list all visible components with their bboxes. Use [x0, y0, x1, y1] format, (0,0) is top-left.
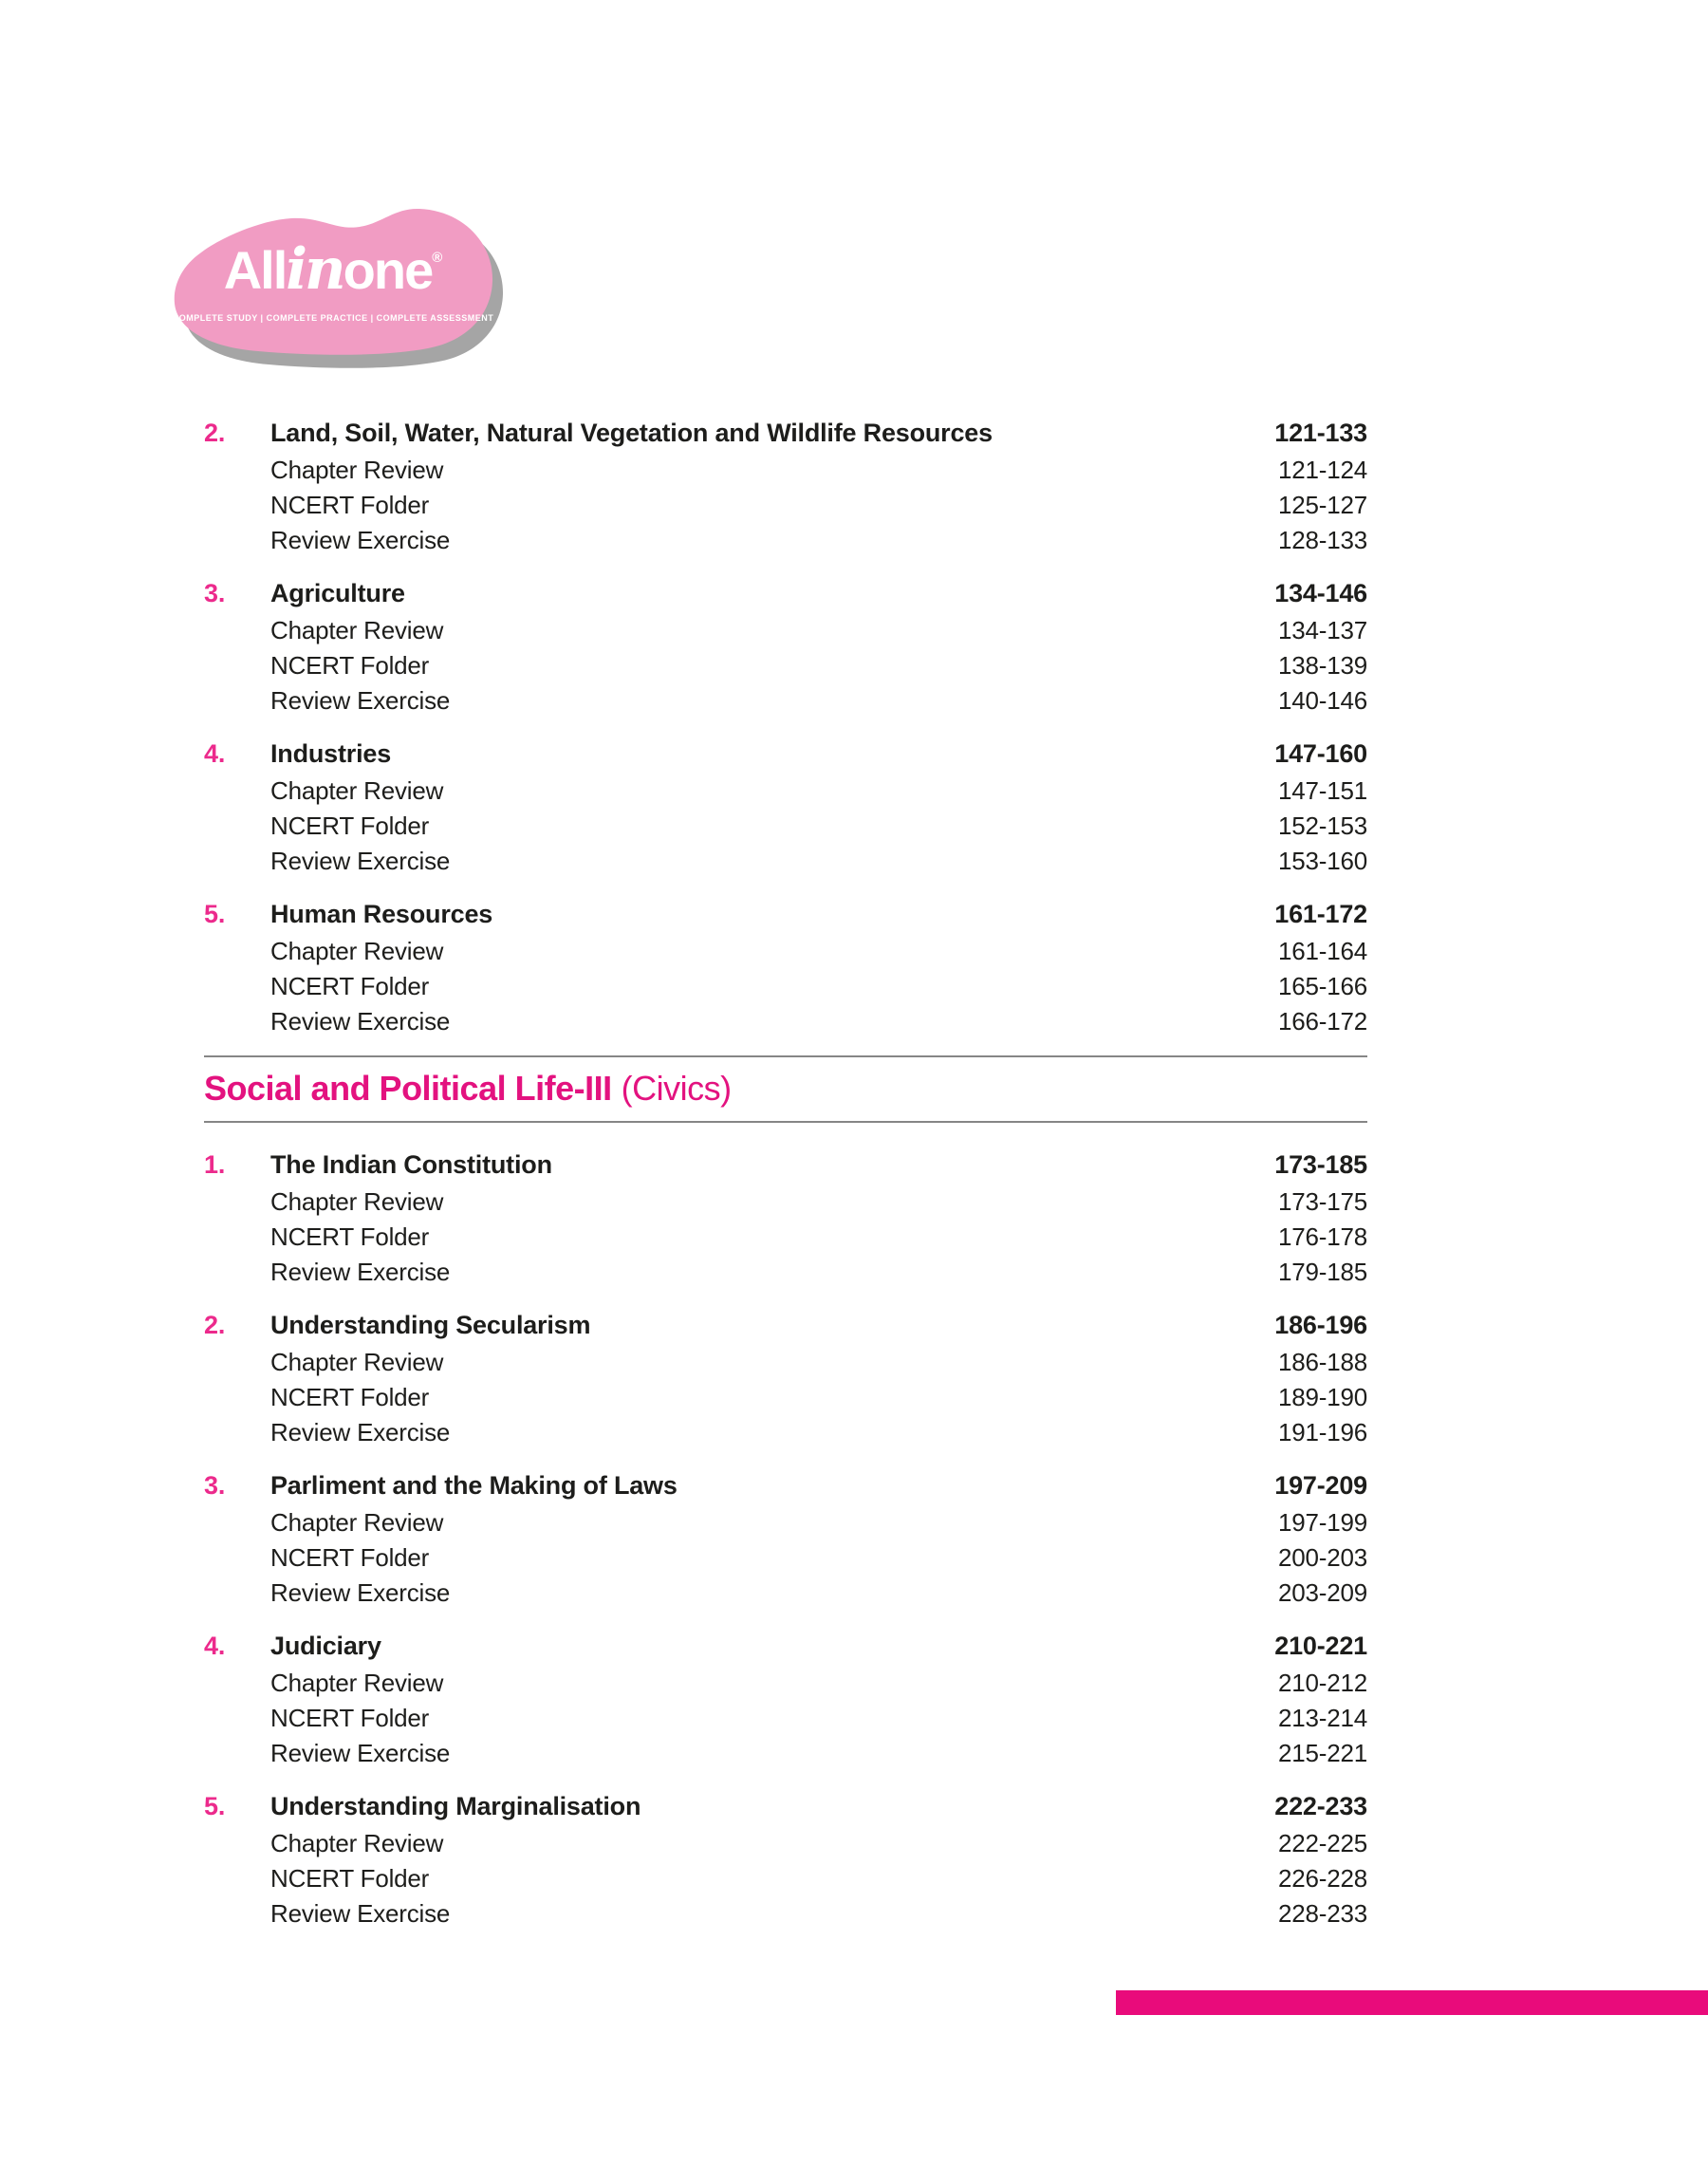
- chapter-number: 2.: [204, 1311, 226, 1340]
- toc-chapter: [204, 895, 1367, 1039]
- toc-item-row: [204, 1415, 1367, 1450]
- toc-chapter: [204, 414, 1367, 558]
- section-header: [204, 1055, 1367, 1123]
- toc-item-row: [204, 1736, 1367, 1771]
- chapter-page-range: 134-146: [1274, 579, 1367, 607]
- toc-item-label: Review Exercise: [270, 1578, 451, 1608]
- chapter-page-range: 121-133: [1274, 419, 1367, 447]
- toc-item-row: [204, 488, 1367, 523]
- logo-word-all: All: [223, 240, 287, 300]
- chapter-title: Understanding Secularism: [270, 1311, 591, 1340]
- toc-item-label: Chapter Review: [270, 456, 444, 484]
- toc-item-label: NCERT Folder: [270, 972, 430, 1000]
- toc-item-page-range: 197-199: [1277, 1508, 1367, 1538]
- chapter-title: The Indian Constitution: [270, 1150, 552, 1180]
- toc-item-row: [204, 1666, 1367, 1701]
- toc-item-label: NCERT Folder: [270, 812, 430, 840]
- toc-item-row: [204, 453, 1367, 488]
- toc-item-label: Review Exercise: [270, 1007, 451, 1036]
- toc-item-page-range: 165-166: [1277, 972, 1367, 1000]
- toc-item-label: NCERT Folder: [270, 651, 430, 680]
- toc-item-row: [204, 1701, 1367, 1736]
- toc-item-label: NCERT Folder: [270, 1383, 430, 1412]
- toc-item-label: Chapter Review: [270, 616, 444, 644]
- toc-item-label: Review Exercise: [270, 847, 451, 875]
- logo-tagline: COMPLETE STUDY | COMPLETE PRACTICE | COMPLETE ASSESSMENT: [172, 313, 494, 323]
- chapter-row: [204, 895, 1367, 934]
- toc-chapter: [204, 1787, 1367, 1931]
- toc-item-row: [204, 648, 1367, 683]
- chapter-number: 1.: [204, 1150, 226, 1180]
- toc-item-row: [204, 934, 1367, 969]
- toc-item-label: NCERT Folder: [270, 1704, 430, 1733]
- toc-item-page-range: 138-139: [1277, 651, 1367, 680]
- chapter-title: Industries: [270, 739, 392, 768]
- toc-item-row: [204, 774, 1367, 809]
- chapter-title: Human Resources: [270, 900, 493, 928]
- toc-item-page-range: 125-127: [1277, 491, 1367, 519]
- toc-chapter: [204, 735, 1367, 879]
- toc-item-page-range: 228-233: [1277, 1899, 1367, 1929]
- chapter-number: 5.: [204, 1792, 226, 1821]
- toc-item-row: [204, 1576, 1367, 1611]
- toc-item-label: Review Exercise: [270, 1418, 451, 1447]
- toc-item-row: [204, 1826, 1367, 1861]
- chapter-row: [204, 1787, 1367, 1826]
- toc-chapter: [204, 1146, 1367, 1290]
- toc-item-page-range: 226-228: [1277, 1864, 1367, 1894]
- chapter-page-range: 147-160: [1274, 739, 1367, 768]
- toc-chapter: [204, 1627, 1367, 1771]
- chapter-page-range: 161-172: [1274, 900, 1367, 928]
- toc-chapter: [204, 1466, 1367, 1611]
- toc-item-label: Chapter Review: [270, 1508, 444, 1538]
- toc-item-label: Chapter Review: [270, 1187, 444, 1217]
- chapter-row: [204, 574, 1367, 613]
- toc-item-row: [204, 844, 1367, 879]
- toc-item-page-range: 128-133: [1277, 526, 1367, 554]
- toc-section: [204, 1055, 1367, 1931]
- toc-item-page-range: 179-185: [1277, 1258, 1367, 1287]
- chapter-row: [204, 1627, 1367, 1666]
- toc-item-page-range: 147-151: [1277, 776, 1367, 805]
- chapter-number: 3.: [204, 1471, 226, 1501]
- toc-item-row: [204, 1004, 1367, 1039]
- toc-item-row: [204, 1505, 1367, 1540]
- toc-item-row: [204, 1861, 1367, 1896]
- toc-item-row: [204, 1220, 1367, 1255]
- toc-section: [204, 414, 1367, 1039]
- chapter-page-range: 173-185: [1274, 1150, 1367, 1180]
- logo-wordmark: [167, 236, 499, 303]
- chapter-number: 3.: [204, 579, 226, 607]
- toc-item-row: [204, 523, 1367, 558]
- chapter-number: 4.: [204, 739, 226, 768]
- toc-item-page-range: 166-172: [1277, 1007, 1367, 1036]
- chapter-title: Understanding Marginalisation: [270, 1792, 641, 1821]
- chapter-page-range: 197-209: [1274, 1471, 1367, 1501]
- chapter-title: Land, Soil, Water, Natural Vegetation and Wildlife Resources: [270, 419, 993, 447]
- chapter-row: [204, 735, 1367, 774]
- toc-item-row: [204, 613, 1367, 648]
- toc-item-page-range: 186-188: [1277, 1348, 1367, 1377]
- chapter-row: [204, 414, 1367, 453]
- chapter-number: 4.: [204, 1632, 226, 1661]
- toc-item-page-range: 153-160: [1277, 847, 1367, 875]
- toc-item-label: NCERT Folder: [270, 1543, 430, 1573]
- toc-item-label: Chapter Review: [270, 937, 444, 965]
- toc-item-label: NCERT Folder: [270, 1222, 430, 1252]
- logo-word-one: one: [343, 240, 433, 300]
- registered-trademark-symbol: ®: [432, 250, 443, 266]
- toc-chapter: [204, 574, 1367, 718]
- toc-item-label: NCERT Folder: [270, 1864, 430, 1894]
- toc-item-page-range: 121-124: [1277, 456, 1367, 484]
- chapter-page-range: 210-221: [1274, 1632, 1367, 1661]
- toc-item-row: [204, 683, 1367, 718]
- toc-item-page-range: 134-137: [1277, 616, 1367, 644]
- toc-item-row: [204, 1255, 1367, 1290]
- table-of-contents: [204, 414, 1367, 1948]
- toc-item-label: Chapter Review: [270, 776, 444, 805]
- toc-item-row: [204, 1540, 1367, 1576]
- toc-item-page-range: 210-212: [1277, 1669, 1367, 1698]
- toc-item-page-range: 161-164: [1277, 937, 1367, 965]
- toc-item-label: Review Exercise: [270, 1899, 451, 1929]
- toc-item-page-range: 191-196: [1277, 1418, 1367, 1447]
- section-subtitle: (Civics): [621, 1069, 732, 1108]
- allinone-logo: [167, 194, 509, 374]
- toc-item-page-range: 203-209: [1277, 1578, 1367, 1608]
- toc-item-label: Review Exercise: [270, 1739, 451, 1768]
- toc-item-page-range: 140-146: [1277, 686, 1367, 715]
- toc-item-page-range: 152-153: [1277, 812, 1367, 840]
- chapter-title: Parliment and the Making of Laws: [270, 1471, 678, 1501]
- toc-item-page-range: 222-225: [1277, 1829, 1367, 1858]
- chapter-row: [204, 1466, 1367, 1505]
- toc-item-page-range: 173-175: [1277, 1187, 1367, 1217]
- chapter-title: Agriculture: [270, 579, 405, 607]
- toc-item-page-range: 189-190: [1277, 1383, 1367, 1412]
- toc-chapter: [204, 1306, 1367, 1450]
- toc-item-label: Chapter Review: [270, 1348, 444, 1377]
- toc-item-page-range: 213-214: [1277, 1704, 1367, 1733]
- toc-item-page-range: 215-221: [1277, 1739, 1367, 1768]
- toc-item-row: [204, 969, 1367, 1004]
- chapter-row: [204, 1306, 1367, 1345]
- footer-accent-bar: [1116, 1990, 1708, 2015]
- section-title: Social and Political Life-III: [204, 1069, 612, 1108]
- toc-item-row: [204, 1380, 1367, 1415]
- toc-item-row: [204, 809, 1367, 844]
- toc-item-row: [204, 1185, 1367, 1220]
- toc-item-label: Chapter Review: [270, 1669, 444, 1698]
- toc-item-page-range: 176-178: [1277, 1222, 1367, 1252]
- toc-item-page-range: 200-203: [1277, 1543, 1367, 1573]
- chapter-row: [204, 1146, 1367, 1185]
- chapter-page-range: 222-233: [1274, 1792, 1367, 1821]
- logo-word-in: in: [286, 236, 343, 303]
- chapter-title: Judiciary: [270, 1632, 381, 1661]
- chapter-number: 2.: [204, 419, 226, 447]
- chapter-number: 5.: [204, 900, 226, 928]
- toc-item-label: Review Exercise: [270, 526, 451, 554]
- toc-item-label: NCERT Folder: [270, 491, 430, 519]
- toc-item-row: [204, 1896, 1367, 1931]
- chapter-page-range: 186-196: [1274, 1311, 1367, 1340]
- toc-item-label: Review Exercise: [270, 686, 451, 715]
- toc-item-label: Review Exercise: [270, 1258, 451, 1287]
- toc-item-row: [204, 1345, 1367, 1380]
- toc-item-label: Chapter Review: [270, 1829, 444, 1858]
